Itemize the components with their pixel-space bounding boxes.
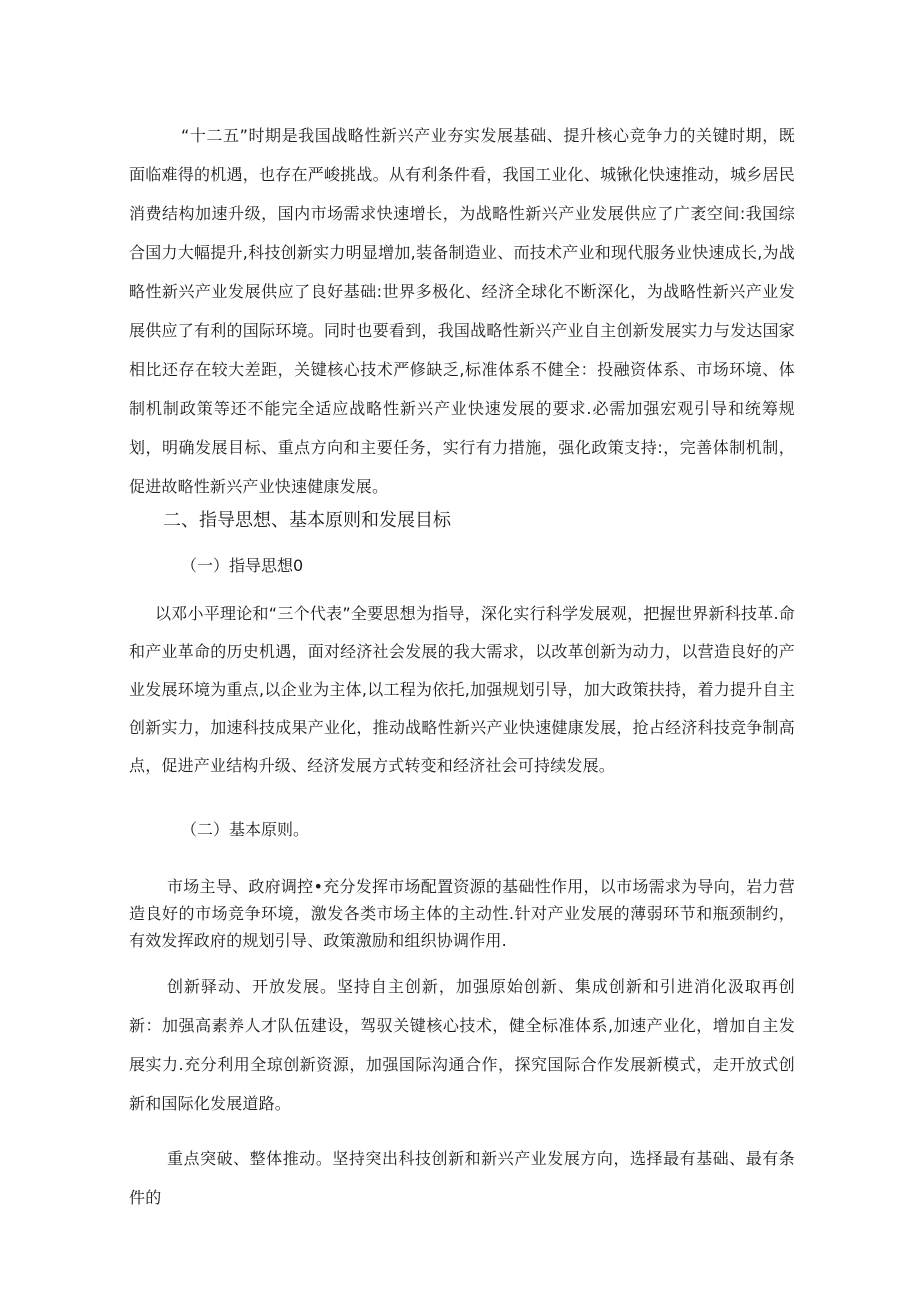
subheading-basic-principles: （二）基本原则。 [181, 820, 310, 839]
paragraph-key-breakthrough: 重点突破、整体推动。坚持突出科技创新和新兴产业发展方向，选择最有基础、最有条件的 [129, 1149, 795, 1207]
subheading-guiding-thought: （一）指导思想0 [181, 556, 304, 575]
paragraph-intro: “十二五”时期是我国战略性新兴产业夯实发展基础、提升核心竞争力的关键时期，既面临难得的机遇，也存在严峻挑战。从有利条件看，我国工业化、城锹化快速推动，城乡居民消费结构加速升级，国内市场需求快速增长，为战略性新兴产业发展供应了广袤空间:我国综合国力大幅提升,科技创新实力明显增加,装备制造业、而技术产业和现代服务业快速成长,为战略性新兴产业发展供应了良好基础:世界多极化、经济全球化不断深化，为战略性新兴产业发展供应了有利的国际环境。同时也要看到，我国战略性新兴产业自主创新发展实力与发达国家相比还存在较大差距，关键核心技术严修缺乏,标准体系不健全：投融资体系、市场环境、体制机制政策等还不能完全适应战略性新兴产业快速发展的要求.必需加强宏观引导和统筹规划，明确发展目标、重点方向和主要任务，实行有力措施，强化政策支持:，完善体制机制，促进故略性新兴产业快速健康发展。 [129, 126, 795, 496]
section-heading: 二、指导思想、基本原则和发展目标 [163, 510, 451, 531]
paragraph-guiding-thought: 以邓小平理论和“三个代表”全要思想为指导，深化实行科学发展观，把握世界新科技革.命和产业革命的历史机遇，面对经济社会发展的我大需求，以改革创新为动力，以营造良好的产业发展环境为重点,以企业为主体,以工程为依托,加强规划引导，加大政策扶持，着力提升自主创新实力，加速科技成果产业化，推动战略性新兴产业快速健康发展，抢占经济科技竞争制高点，促进产业结构升级、经济发展方式转变和经济社会可持续发展。 [129, 604, 795, 775]
paragraph-market-led: 市场主导、政府调控•充分发挥市场配置资源的基础性作用，以市场需求为导向，岩力营造良好的市场竞争环境，激发各类市场主体的主动性.针对产业发展的薄弱环节和瓶颈制约，有效发挥政府的规划引导、政策激励和组织协调作用. [129, 877, 795, 950]
paragraph-innovation-driven: 创新驿动、开放发展。坚持自主创新，加强原始创新、集成创新和引进消化汲取再创新：加强高素养人才队伍建设，驾驭关键核心技术，健全标准体系,加速产业化，增加自主发展实力.充分利用全琼创新资源，加强国际沟通合作，探究国际合作发展新模式，走开放式创新和国际化发展道路。 [129, 977, 795, 1113]
